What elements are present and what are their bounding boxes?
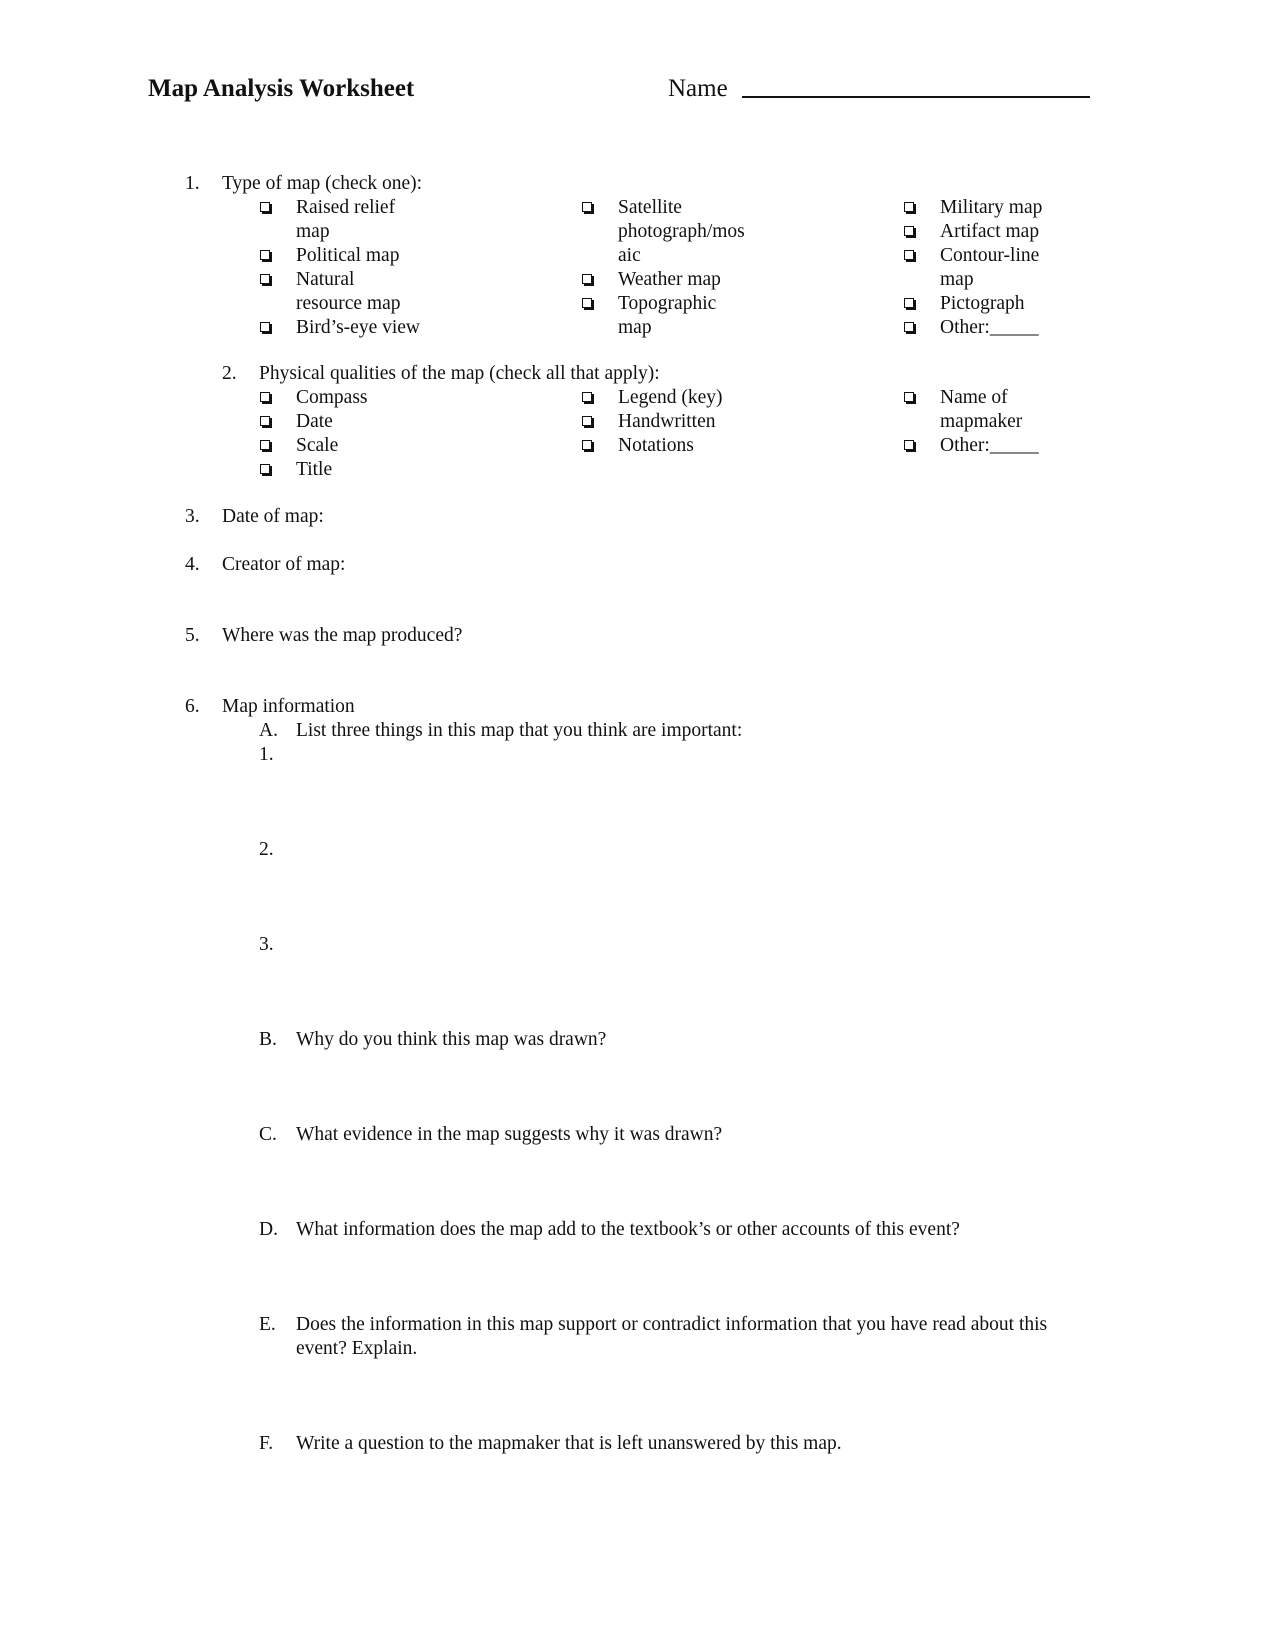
q6f-letter: F.: [259, 1433, 274, 1454]
checkbox-weather-map[interactable]: [582, 274, 592, 284]
option-label: Compass: [296, 387, 368, 408]
option-label: Artifact map: [940, 221, 1040, 242]
q1-number: 1.: [185, 173, 200, 194]
option-label: resource map: [296, 293, 401, 314]
checkbox-legend[interactable]: [582, 392, 592, 402]
option-label: Raised relief: [296, 197, 396, 218]
q6a-item-3: 3.: [259, 934, 274, 955]
q4-number: 4.: [185, 554, 200, 575]
checkbox-other-type[interactable]: [904, 322, 914, 332]
q6c-letter: C.: [259, 1124, 277, 1145]
q6b-letter: B.: [259, 1029, 277, 1050]
option-label: mapmaker: [940, 411, 1023, 432]
name-label: Name: [668, 75, 728, 102]
option-label: map: [296, 221, 330, 242]
q1-prompt: Type of map (check one):: [222, 173, 423, 194]
checkbox-topographic[interactable]: [582, 298, 592, 308]
option-label: Notations: [618, 435, 694, 456]
q3-prompt: Date of map:: [222, 506, 324, 527]
option-label: Scale: [296, 435, 339, 456]
option-label: map: [618, 317, 652, 338]
q6a-prompt: List three things in this map that you think are important:: [296, 720, 743, 741]
page-title: Map Analysis Worksheet: [148, 75, 415, 102]
checkbox-title[interactable]: [260, 464, 270, 474]
checkbox-name-of-mapmaker[interactable]: [904, 392, 914, 402]
q6f-prompt: Write a question to the mapmaker that is left unanswered by this map.: [296, 1433, 842, 1454]
q5-prompt: Where was the map produced?: [222, 625, 463, 646]
q4-prompt: Creator of map:: [222, 554, 346, 575]
name-input-line[interactable]: [742, 96, 1090, 98]
checkbox-natural-resource[interactable]: [260, 274, 270, 284]
q6d-prompt: What information does the map add to the textbook’s or other accounts of this event?: [296, 1219, 960, 1240]
q6e-prompt-line2: event? Explain.: [296, 1338, 418, 1359]
checkbox-date[interactable]: [260, 416, 270, 426]
option-label: map: [940, 269, 974, 290]
option-label: Political map: [296, 245, 400, 266]
checkbox-handwritten[interactable]: [582, 416, 592, 426]
checkbox-political-map[interactable]: [260, 250, 270, 260]
checkbox-satellite[interactable]: [582, 202, 592, 212]
checkbox-birds-eye[interactable]: [260, 322, 270, 332]
option-label: Name of: [940, 387, 1008, 408]
q3-number: 3.: [185, 506, 200, 527]
q2-prompt: Physical qualities of the map (check all that apply):: [259, 363, 660, 384]
q6a-item-1: 1.: [259, 744, 274, 765]
option-label: Date: [296, 411, 333, 432]
checkbox-notations[interactable]: [582, 440, 592, 450]
q6e-prompt-line1: Does the information in this map support or contradict information that you have read about this: [296, 1314, 1048, 1335]
checkbox-military-map[interactable]: [904, 202, 914, 212]
option-label: Natural: [296, 269, 355, 290]
option-label: Handwritten: [618, 411, 716, 432]
option-label: Other:_____: [940, 317, 1039, 338]
option-label: photograph/mos: [618, 221, 745, 242]
checkbox-other-physical[interactable]: [904, 440, 914, 450]
q6-number: 6.: [185, 696, 200, 717]
q6a-item-2: 2.: [259, 839, 274, 860]
option-label: Satellite: [618, 197, 682, 218]
checkbox-contour-line[interactable]: [904, 250, 914, 260]
checkbox-raised-relief[interactable]: [260, 202, 270, 212]
q6c-prompt: What evidence in the map suggests why it was drawn?: [296, 1124, 723, 1145]
option-label: Topographic: [618, 293, 717, 314]
checkbox-pictograph[interactable]: [904, 298, 914, 308]
option-label: aic: [618, 245, 641, 266]
checkbox-scale[interactable]: [260, 440, 270, 450]
q5-number: 5.: [185, 625, 200, 646]
checkbox-compass[interactable]: [260, 392, 270, 402]
checkbox-artifact-map[interactable]: [904, 226, 914, 236]
option-label: Contour-line: [940, 245, 1040, 266]
q6-prompt: Map information: [222, 696, 355, 717]
option-label: Bird’s-eye view: [296, 317, 421, 338]
option-label: Legend (key): [618, 387, 723, 408]
option-label: Title: [296, 459, 333, 480]
q2-number: 2.: [222, 363, 237, 384]
option-label: Weather map: [618, 269, 721, 290]
q6e-letter: E.: [259, 1314, 276, 1335]
q6d-letter: D.: [259, 1219, 278, 1240]
option-label: Military map: [940, 197, 1043, 218]
option-label: Pictograph: [940, 293, 1025, 314]
q6a-letter: A.: [259, 720, 278, 741]
q6b-prompt: Why do you think this map was drawn?: [296, 1029, 607, 1050]
option-label: Other:_____: [940, 435, 1039, 456]
